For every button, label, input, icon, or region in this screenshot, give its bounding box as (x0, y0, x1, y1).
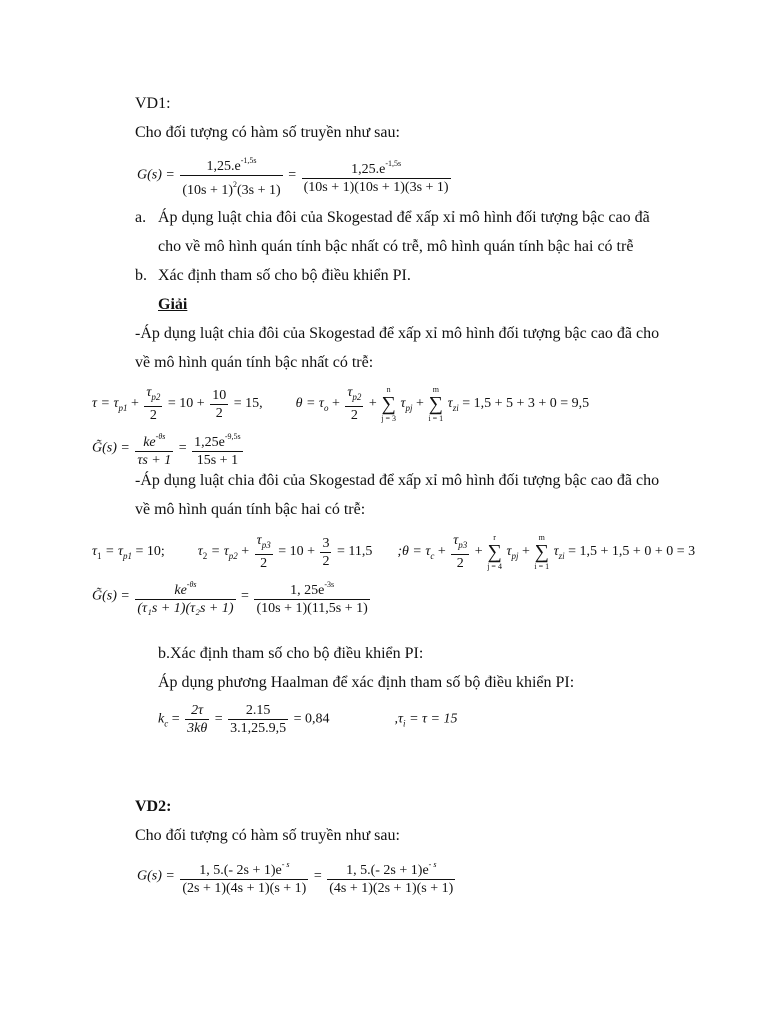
item-a-line2: cho về mô hình quán tính bậc nhất có trễ, mô hình quán tính bậc hai có trễ (158, 238, 634, 255)
part-b-text: Áp dụng phương Haalman để xác định tham số bộ điều khiển PI: (158, 674, 575, 691)
step2-line2: về mô hình quán tính bậc hai có trễ: (135, 501, 366, 518)
solution-heading: Giải (158, 296, 188, 313)
second-order-model: G̃(s) = $\frac{ke^{-\theta s}}{\text{(τ₁s + 1)(τ₂s + 1)}}$ = $\frac{1, 25e^{-3s}}{(10s + 1)(11,5s + 1)}$ (92, 576, 372, 617)
step1-line2: về mô hình quán tính bậc nhất có trễ: (135, 354, 374, 371)
item-a-marker: a. (135, 209, 147, 226)
step2-line1: -Áp dụng luật chia đôi của Skogestad để xấp xỉ mô hình đối tượng bậc cao đã cho (135, 472, 660, 489)
item-b-marker: b. (135, 267, 147, 284)
vd1-transfer-function: G(s) = $\frac{1,25.e^{-1,5s}}{(10s + 1)^2(3s + 1)}$ = $\frac{1,25.e^{-1,5s}}{(10s + 1)(10s + 1)(3s + 1)}$ (137, 152, 453, 199)
first-order-model: G̃(s) = $\frac{ke^{-\theta s}}{\tau s + 1}$ = $\frac{1,25e^{-9,5s}}{15s + 1}$ (92, 428, 245, 469)
vd1-heading: VD1: (135, 95, 171, 112)
item-b-text: Xác định tham số cho bộ điều khiển PI. (158, 267, 411, 284)
vd2-intro: Cho đối tượng có hàm số truyền như sau: (135, 827, 400, 844)
tau-theta-first-order: $\tau = \tau_{p1}$ + $\frac{\tau_{p2}}{2}$ = 10 + $\frac{10}{2}$ = 15, $\theta = \tau_o$ + $\frac{\tau_{p2}}{2}$ + n ∑ j = 3 $\tau_{pj} + m$ ∑ i = 1 $\tau_{zi} = 1,5 + 5 + 3 + 0 = 9,5$ (92, 385, 590, 423)
vd2-heading: VD2: (135, 798, 172, 815)
step1-line1: -Áp dụng luật chia đôi của Skogestad để xấp xỉ mô hình đối tượng bậc cao đã cho (135, 325, 660, 342)
vd2-transfer-function: G(s) = $\frac{1, 5.(- 2s + 1)e^{- s}}{(2s + 1)(4s + 1)(s + 1)}$ = $\frac{1, 5.(- 2s + 1)e^{- s}}{(4s + 1)(2s + 1)(s + 1)}$ (137, 856, 457, 897)
part-b-heading: b.Xác định tham số cho bộ điều khiển PI: (158, 645, 424, 662)
item-a-line1: Áp dụng luật chia đôi của Skogestad để xấp xỉ mô hình đối tượng bậc cao đã (158, 209, 650, 226)
pi-parameters: $k_c$ = $\frac{2\tau}{3k\theta}$ = $\frac{2.15}{3.1,25.9,5}$ = 0,84 $,\tau_i = \tau = 15$ (158, 703, 458, 736)
tau-theta-second-order: $\tau_1 = \tau_{p1} = 10$; $\tau_2 = \tau_{p2}$ + $\frac{\tau_{p3}}{2}$ = 10 + $\frac{3}{2}$ = 11,5 ;θ = $\tau_c$ + $\frac{\tau_{p3}}{2}$ + r ∑ j = 4 $\tau_{pj} + m$ ∑ i = 1 $\tau_{zi} = 1,5 + 1,5 + 0 + 0 = 3$ (92, 533, 696, 571)
vd1-intro: Cho đối tượng có hàm số truyền như sau: (135, 124, 400, 141)
